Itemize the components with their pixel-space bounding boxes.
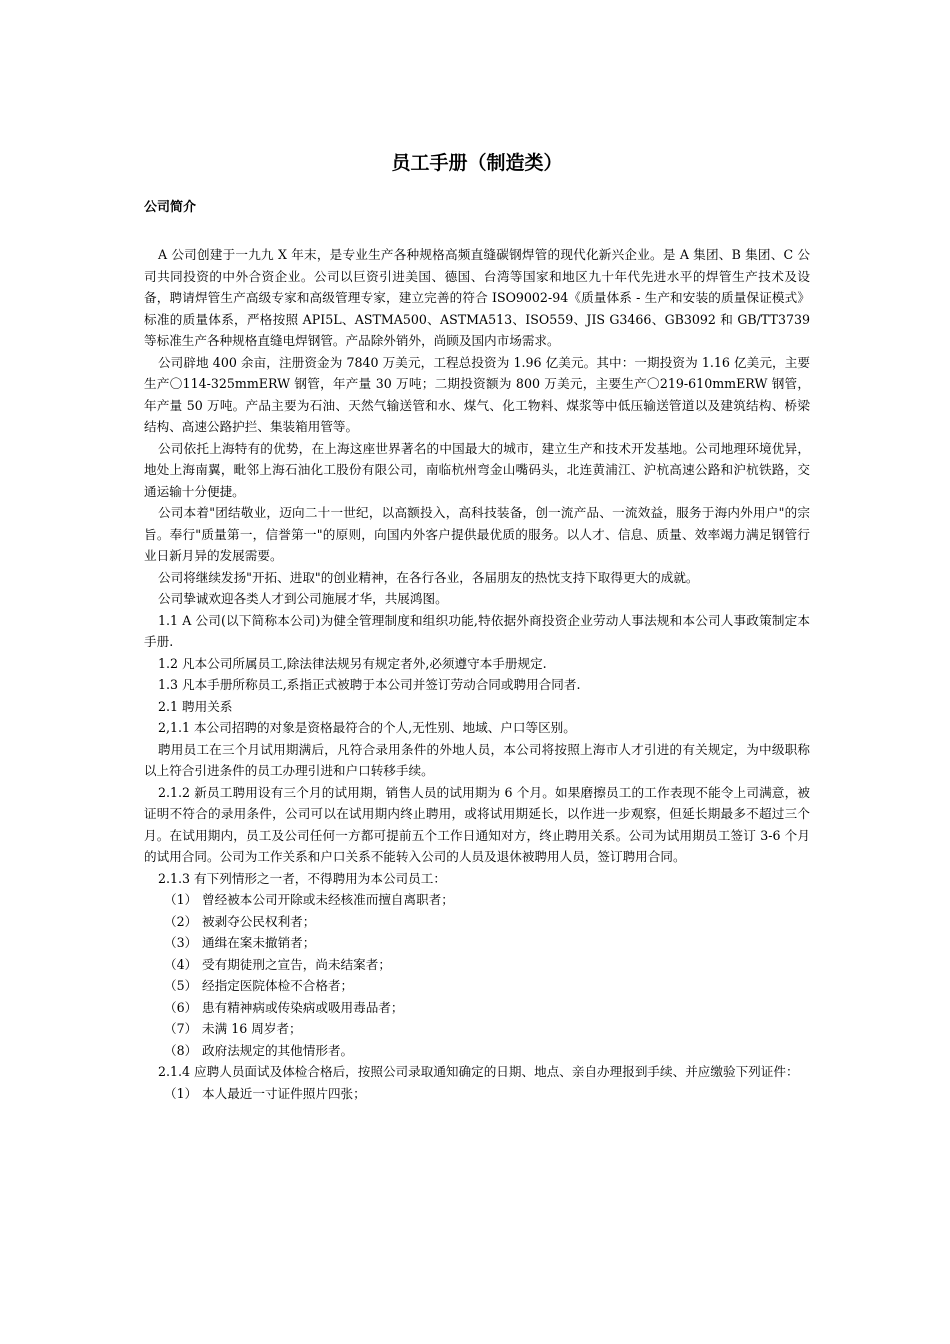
list-item [144, 997, 810, 1019]
list-item [144, 975, 810, 997]
document-title: 员工手册（制造类） [391, 152, 563, 174]
list-item [144, 889, 810, 911]
list-item-number: （2） [164, 913, 198, 929]
paragraph-company-investment: 公司辟地 400 余亩，注册资金为 7840 万美元，工程总投资为 1.96 亿美元。其中：一期投资为 1.16 亿美元，主要生产〇114-325mmERW 钢管，年产量 30 万吨；二期投资额为 800 万美元，主要生产〇219-610mmERW 钢管，年产量 50 万吨。产品主要为石油、天然气输送管和水、煤气、化工物料、煤浆等中低压输送管道以及建筑结构、桥梁结构、高速公路护拦、集装箱用管等。 [144, 354, 810, 434]
list-item-text: 被剥夺公民权利者； [202, 913, 316, 929]
paragraph-probation-transfer: 聘用员工在三个月试用期满后，凡符合录用条件的外地人员，本公司将按照上海市人才引进的有关规定，为中级职称以上符合引进条件的员工办理引进和户口转移手续。 [144, 741, 810, 778]
list-item-text: 通缉在案未撤销者； [202, 935, 316, 950]
paragraph-2-1-4: 2.1.4 应聘人员面试及体检合格后，按照公司录取通知确定的日期、地点、亲自办理报到手续、并应缴验下列证件： [158, 1064, 799, 1079]
list-item [144, 1018, 810, 1040]
list-item-number: （7） [164, 1021, 198, 1036]
list-item [144, 1040, 810, 1062]
section-heading-company-intro: 公司简介 [144, 200, 197, 215]
list-item-number: （1） [164, 1085, 198, 1101]
list-item-number: （4） [164, 956, 198, 972]
list-item [144, 911, 810, 933]
paragraph-company-location: 公司依托上海特有的优势，在上海这座世界著名的中国最大的城市，建立生产和技术开发基地。公司地理环境优异，地处上海南翼，毗邻上海石油化工股份有限公司，南临杭州弯金山嘴码头，北连黄浦江、沪杭高速公路和沪杭铁路，交通运输十分便捷。 [144, 440, 810, 499]
paragraph-company-spirit: 公司将继续发扬"开拓、进取"的创业精神，在各行各业，各届朋友的热忱支持下取得更大的成就。 [158, 569, 699, 585]
paragraph-1-2: 1.2 凡本公司所属员工,除法律法规另有规定者外,必须遵守本手册规定. [158, 655, 547, 671]
list-item-number: （1） [164, 892, 198, 907]
document-body [144, 244, 810, 1104]
list-item-text: 患有精神病或传染病或吸用毒品者； [202, 999, 404, 1015]
list-item [144, 932, 810, 954]
list-item-number: （3） [164, 935, 198, 950]
list-item [144, 1083, 810, 1105]
list-item-text: 未满 16 周岁者； [202, 1021, 302, 1036]
list-item-text: 经指定医院体检不合格者； [202, 978, 354, 993]
list-2-1-3 [144, 889, 810, 1061]
document-page [144, 150, 810, 1104]
paragraph-company-founding: A 公司创建于一九九 X 年末，是专业生产各种规格高频直缝碳钢焊管的现代化新兴企业。是 A 集团、B 集团、C 公司共同投资的中外合资企业。公司以巨资引进美国、德国、台湾等国家和地区九十年代先进水平的焊管生产技术及设备，聘请焊管生产高级专家和高级管理专家，建立完善的符合 ISO9002-94《质量体系 - 生产和安装的质量保证模式》标准的质量体系，严格按照 API5L、ASTMA500、ASTMA513、ISO559、JIS G3466、GB3092 和 GB/TT3739 等标准生产各种规格直缝电焊钢管。产品除外销外，尚顾及国内市场需求。 [144, 247, 810, 348]
list-item-text: 政府法规定的其他情形者。 [202, 1042, 354, 1058]
paragraph-2-1-1: 2,1.1 本公司招聘的对象是资格最符合的个人,无性别、地域、户口等区别。 [158, 720, 576, 735]
paragraph-1-3: 1.3 凡本手册所称员工,系指正式被聘于本公司并签订劳动合同或聘用合同者. [158, 677, 581, 692]
list-item-number: （5） [164, 978, 198, 993]
paragraph-1-1: 1.1 A 公司(以下简称本公司)为健全管理制度和组织功能,特依据外商投资企业劳动人事法规和本公司人事政策制定本手册. [144, 612, 810, 649]
list-item [144, 954, 810, 976]
paragraph-2-1-heading: 2.1 聘用关系 [158, 698, 233, 714]
list-item-number: （8） [164, 1042, 198, 1058]
list-item-number: （6） [164, 999, 198, 1015]
paragraph-2-1-2: 2.1.2 新员工聘用设有三个月的试用期，销售人员的试用期为 6 个月。如果磨擦员工的工作表现不能令上司满意，被证明不符合的录用条件，公司可以在试用期内终止聘用，或将试用期延长，以作进一步观察，但延长期最多不超过三个月。在试用期内，员工及公司任何一方都可提前五个工作日通知对方，终止聘用关系。公司为试用期员工签订 3-6 个月的试用合同。公司为工作关系和户口关系不能转入公司的人员及退休被聘用人员，签订聘用合同。 [144, 784, 810, 864]
paragraph-company-mission: 公司本着"团结敬业，迈向二十一世纪，以高额投入，高科技装备，创一流产品、一流效益，服务于海内外用户"的宗旨。奉行"质量第一，信誉第一"的原则，向国内外客户提供最优质的服务。以人才、信息、质量、效率竭力满足钢管行业日新月异的发展需要。 [144, 505, 810, 563]
list-item-text: 本人最近一寸证件照片四张； [202, 1085, 366, 1101]
paragraph-2-1-3: 2.1.3 有下列情形之一者，不得聘用为本公司员工： [158, 870, 446, 886]
paragraph-talent-welcome: 公司挚诚欢迎各类人才到公司施展才华，共展鸿图。 [158, 591, 448, 606]
list-item-text: 受有期徒刑之宣告，尚未结案者； [202, 956, 391, 972]
list-item-text: 曾经被本公司开除或未经核准而擅自离职者； [202, 892, 454, 907]
list-2-1-4 [144, 1083, 810, 1105]
